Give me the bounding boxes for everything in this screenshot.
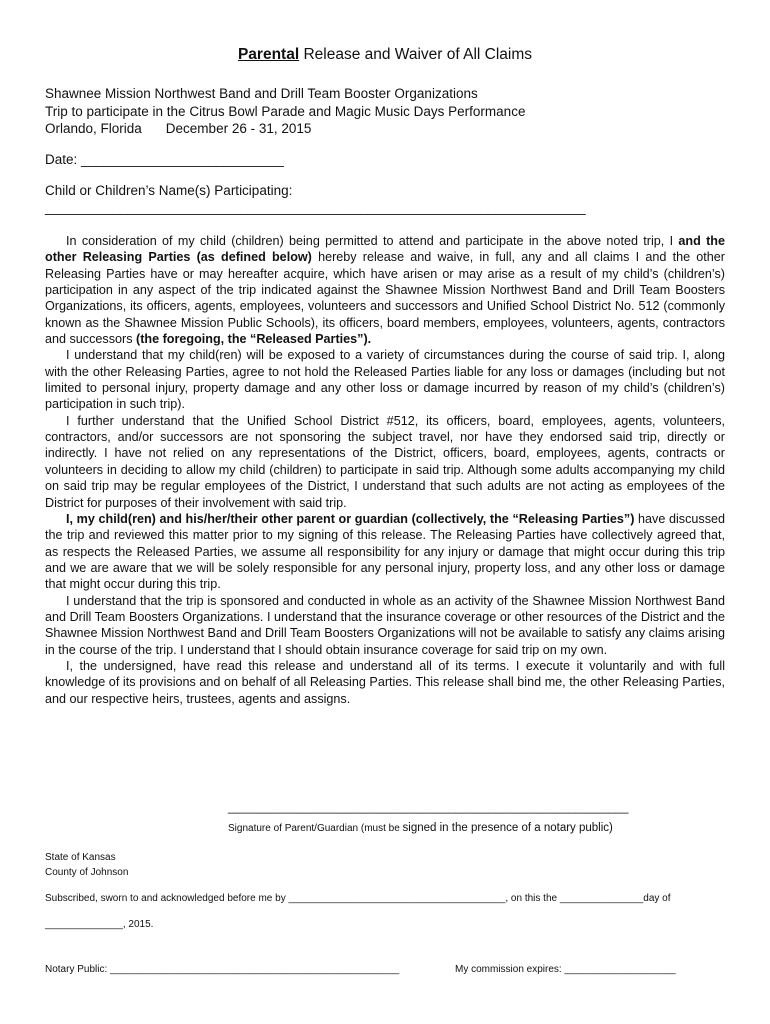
notary-state: State of Kansas	[45, 852, 116, 863]
children-names-label: Child or Children’s Name(s) Participating:	[45, 183, 293, 198]
title-underlined-word: Parental	[237, 46, 300, 63]
document-title	[0, 46, 770, 64]
year-line[interactable]: ______________, 2015.	[45, 919, 154, 930]
children-names-field[interactable]: ________________________________________________________________________	[45, 200, 586, 215]
release-body	[45, 233, 725, 707]
notary-public-line[interactable]: Notary Public: ____________________________________________________	[45, 964, 400, 975]
location-date-line	[45, 121, 311, 136]
signature-line[interactable]: ____________________________________________________________	[228, 800, 629, 814]
trip-line: Trip to participate in the Citrus Bowl Parade and Magic Music Days Performance	[45, 104, 526, 119]
paragraph-district: I further understand that the Unified School District #512, its officers, board, employees, agents, volunteers, contractors, and/or successors are not sponsoring the subject travel, nor have they endorsed said trip, directly or indirectly. I have not relied on any representations of the District, officers, board, employees, agents, contracts or volunteers in deciding to allow my child (children) to participate in said trip. Although some adults accompanying my child on said trip may be regular employees of the District, I understand that such adults are not acting as employees of the District for purposes of their involvement with said trip.	[45, 413, 725, 510]
trip-location: Orlando, Florida	[45, 121, 142, 136]
paragraph-acknowledgement: I, the undersigned, have read this release and understand all of its terms. I execute it voluntarily and with full knowledge of its provisions and on behalf of all Releasing Parties. This release shall bind me, the other Releasing Parties, and our respective heirs, trustees, agents and assigns.	[45, 658, 725, 706]
date-field[interactable]: Date: ___________________________	[45, 152, 284, 167]
signature-label: Signature of Parent/Guardian (must be signed in the presence of a notary public)	[228, 822, 613, 834]
trip-dates: December 26 - 31, 2015	[165, 121, 312, 136]
notary-county: County of Johnson	[45, 867, 129, 878]
commission-expires-line[interactable]: My commission expires: ____________________	[455, 964, 676, 975]
organization-line: Shawnee Mission Northwest Band and Drill Team Booster Organizations	[45, 86, 478, 101]
paragraph-sponsorship: I understand that the trip is sponsored and conducted in whole as an activity of the Shawnee Mission Northwest Band and Drill Team Boosters Organizations. I understand that the insurance coverage or other resources of the District and the Shawnee Mission Northwest Band and Drill Team Boosters Organizations will not be available to satisfy any claims arising in the course of the trip. I understand that I should obtain insurance coverage for said trip on my own.	[45, 593, 725, 657]
title-rest: Release and Waiver of All Claims	[299, 46, 533, 63]
paragraph-consideration: In consideration of my child (children) being permitted to attend and participate in the above noted trip, I and the other Releasing Parties (as defined below) hereby release and waive, in full, any and all claims I and the other Releasing Parties have or may hereafter acquire, which have arisen or may arise as a result of my child’s (children’s) participation in any aspect of the trip indicated against the Shawnee Mission Northwest Band and Drill Team Boosters Organizations, its officers, agents, employees, volunteers and successors and Unified School District No. 512 (commonly known as the Shawnee Mission Public Schools), its officers, board members, employees, volunteers, agents, contractors and successors (the foregoing, the “Released Parties”).	[45, 234, 726, 347]
subscribed-line[interactable]: Subscribed, sworn to and acknowledged before me by _______________________________________, on this the _______________day of	[45, 893, 671, 904]
paragraph-exposure: I understand that my child(ren) will be exposed to a variety of circumstances during the course of said trip. I, along with the other Releasing Parties, agree to not hold the Released Parties liable for any loss or damages (including but not limited to personal injury, property damage and any other loss or damage incurred by reason of my child’s (children’s) participation in such trip).	[45, 348, 725, 412]
paragraph-releasing-parties: I, my child(ren) and his/her/their other parent or guardian (collectively, the “Releasing Parties”) have discussed the trip and reviewed this matter prior to my signing of this release. The Releasing Parties have collectively agreed that, as respects the Released Parties, we assume all responsibility for any injury or damage that might occur during this trip and we are aware that we will be solely responsible for any personal injury, property loss, and any other loss or damage that might occur during this trip.	[45, 511, 725, 592]
